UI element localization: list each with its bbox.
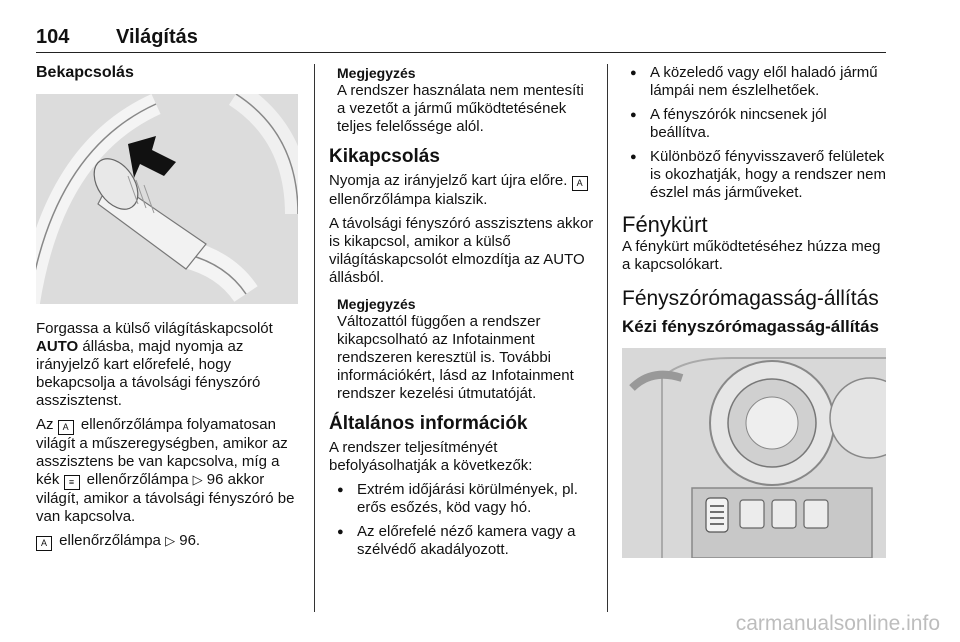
bullet-list [622,64,886,202]
section-title: Világítás [116,26,198,48]
auto-high-beam-icon: A [572,176,588,191]
reference-arrow-icon: ▷ [165,533,176,548]
heading-fenykurt: Fénykürt [622,212,708,237]
paragraph-off-2: A távolsági fényszóró asszisztens akkor is kikapcsol, amikor a külső világításkapcsolót elmozdítja az AUTO állásból. [329,215,594,286]
column-divider [607,64,608,612]
level-switch [706,498,728,532]
reference-arrow-icon: ▷ [192,472,203,487]
paragraph-off-1: Nyomja az irányjelző kart újra előre. A ellenőrzőlámpa kialszik. [329,172,594,209]
column-3 [622,64,886,558]
heading-general: Általános információk [329,413,528,434]
note-title: Megjegyzés [337,296,416,312]
heading-kikapcsolas: Kikapcsolás [329,146,440,167]
heading-headlamp-level: Fényszórómagasság-állítás [622,287,879,310]
paragraph-indicator: Az A ellenőrzőlámpa folyamatosan világít a műszeregységben, amikor az asszisztens be van kapcsolva, míg a kék ≡ ellenőrzőlámpa ▷ 96 akkor világít, amikor a távolsági fényszóró be van kapcsolva. [36,416,295,525]
list-item: ● Az előrefelé néző kamera vagy a szélvédő akadályozott. [329,523,594,559]
column-divider [314,64,315,612]
page-header [36,22,886,53]
bullet-list [329,481,594,559]
steering-lever-illustration [36,94,298,304]
note-1 [329,64,594,136]
paragraph-reference: A ellenőrzőlámpa ▷ 96. [36,532,300,551]
paragraph-activation: Forgassa a külső világításkapcsolót AUTO állásba, majd nyomja az irányjelző kart előrefelé, hogy bekapcsolja a távolsági fényszóró asszisztenst. [36,320,273,409]
note-2 [329,295,594,403]
paragraph-flash: A fénykürt működtetéséhez húzza meg a kapcsolókart. [622,238,881,273]
list-item: ● Különböző fényvisszaverő felületek is okozhatják, hogy a rendszer nem észlel más járműveket. [622,148,886,202]
note-text: A rendszer használata nem mentesíti a vezetőt a jármű működtetésének teljes felelőssége alól. [337,82,584,135]
high-beam-icon: ≡ [64,475,80,490]
dashboard-drawing [622,348,886,558]
heading-manual-level: Kézi fényszórómagasság-állítás [622,317,879,336]
auto-high-beam-icon: A [58,420,74,435]
list-item: ● Extrém időjárási körülmények, pl. erős esőzés, köd vagy hó. [329,481,594,517]
page-number: 104 [36,26,70,48]
list-item: ● A fényszórók nincsenek jól beállítva. [622,106,886,142]
column-1 [36,64,300,551]
note-text: Változattól függően a rendszer kikapcsolható az Infotainment rendszeren keresztül is. További információkért, lásd az Infotainment rendszer kezelési útmutatóját. [337,313,574,402]
dashboard-switch-illustration [622,348,886,558]
watermark: carmanualsonline.info [735,612,940,635]
auto-high-beam-icon: A [36,536,52,551]
note-title: Megjegyzés [337,65,416,81]
list-item: ● A közeledő vagy elől haladó jármű lámpái nem észlelhetőek. [622,64,886,100]
column-2 [329,64,594,565]
paragraph-general: A rendszer teljesítményét befolyásolhatják a következők: [329,439,533,474]
heading-bekapcsolas: Bekapcsolás [36,64,134,81]
lever-drawing [36,94,298,304]
